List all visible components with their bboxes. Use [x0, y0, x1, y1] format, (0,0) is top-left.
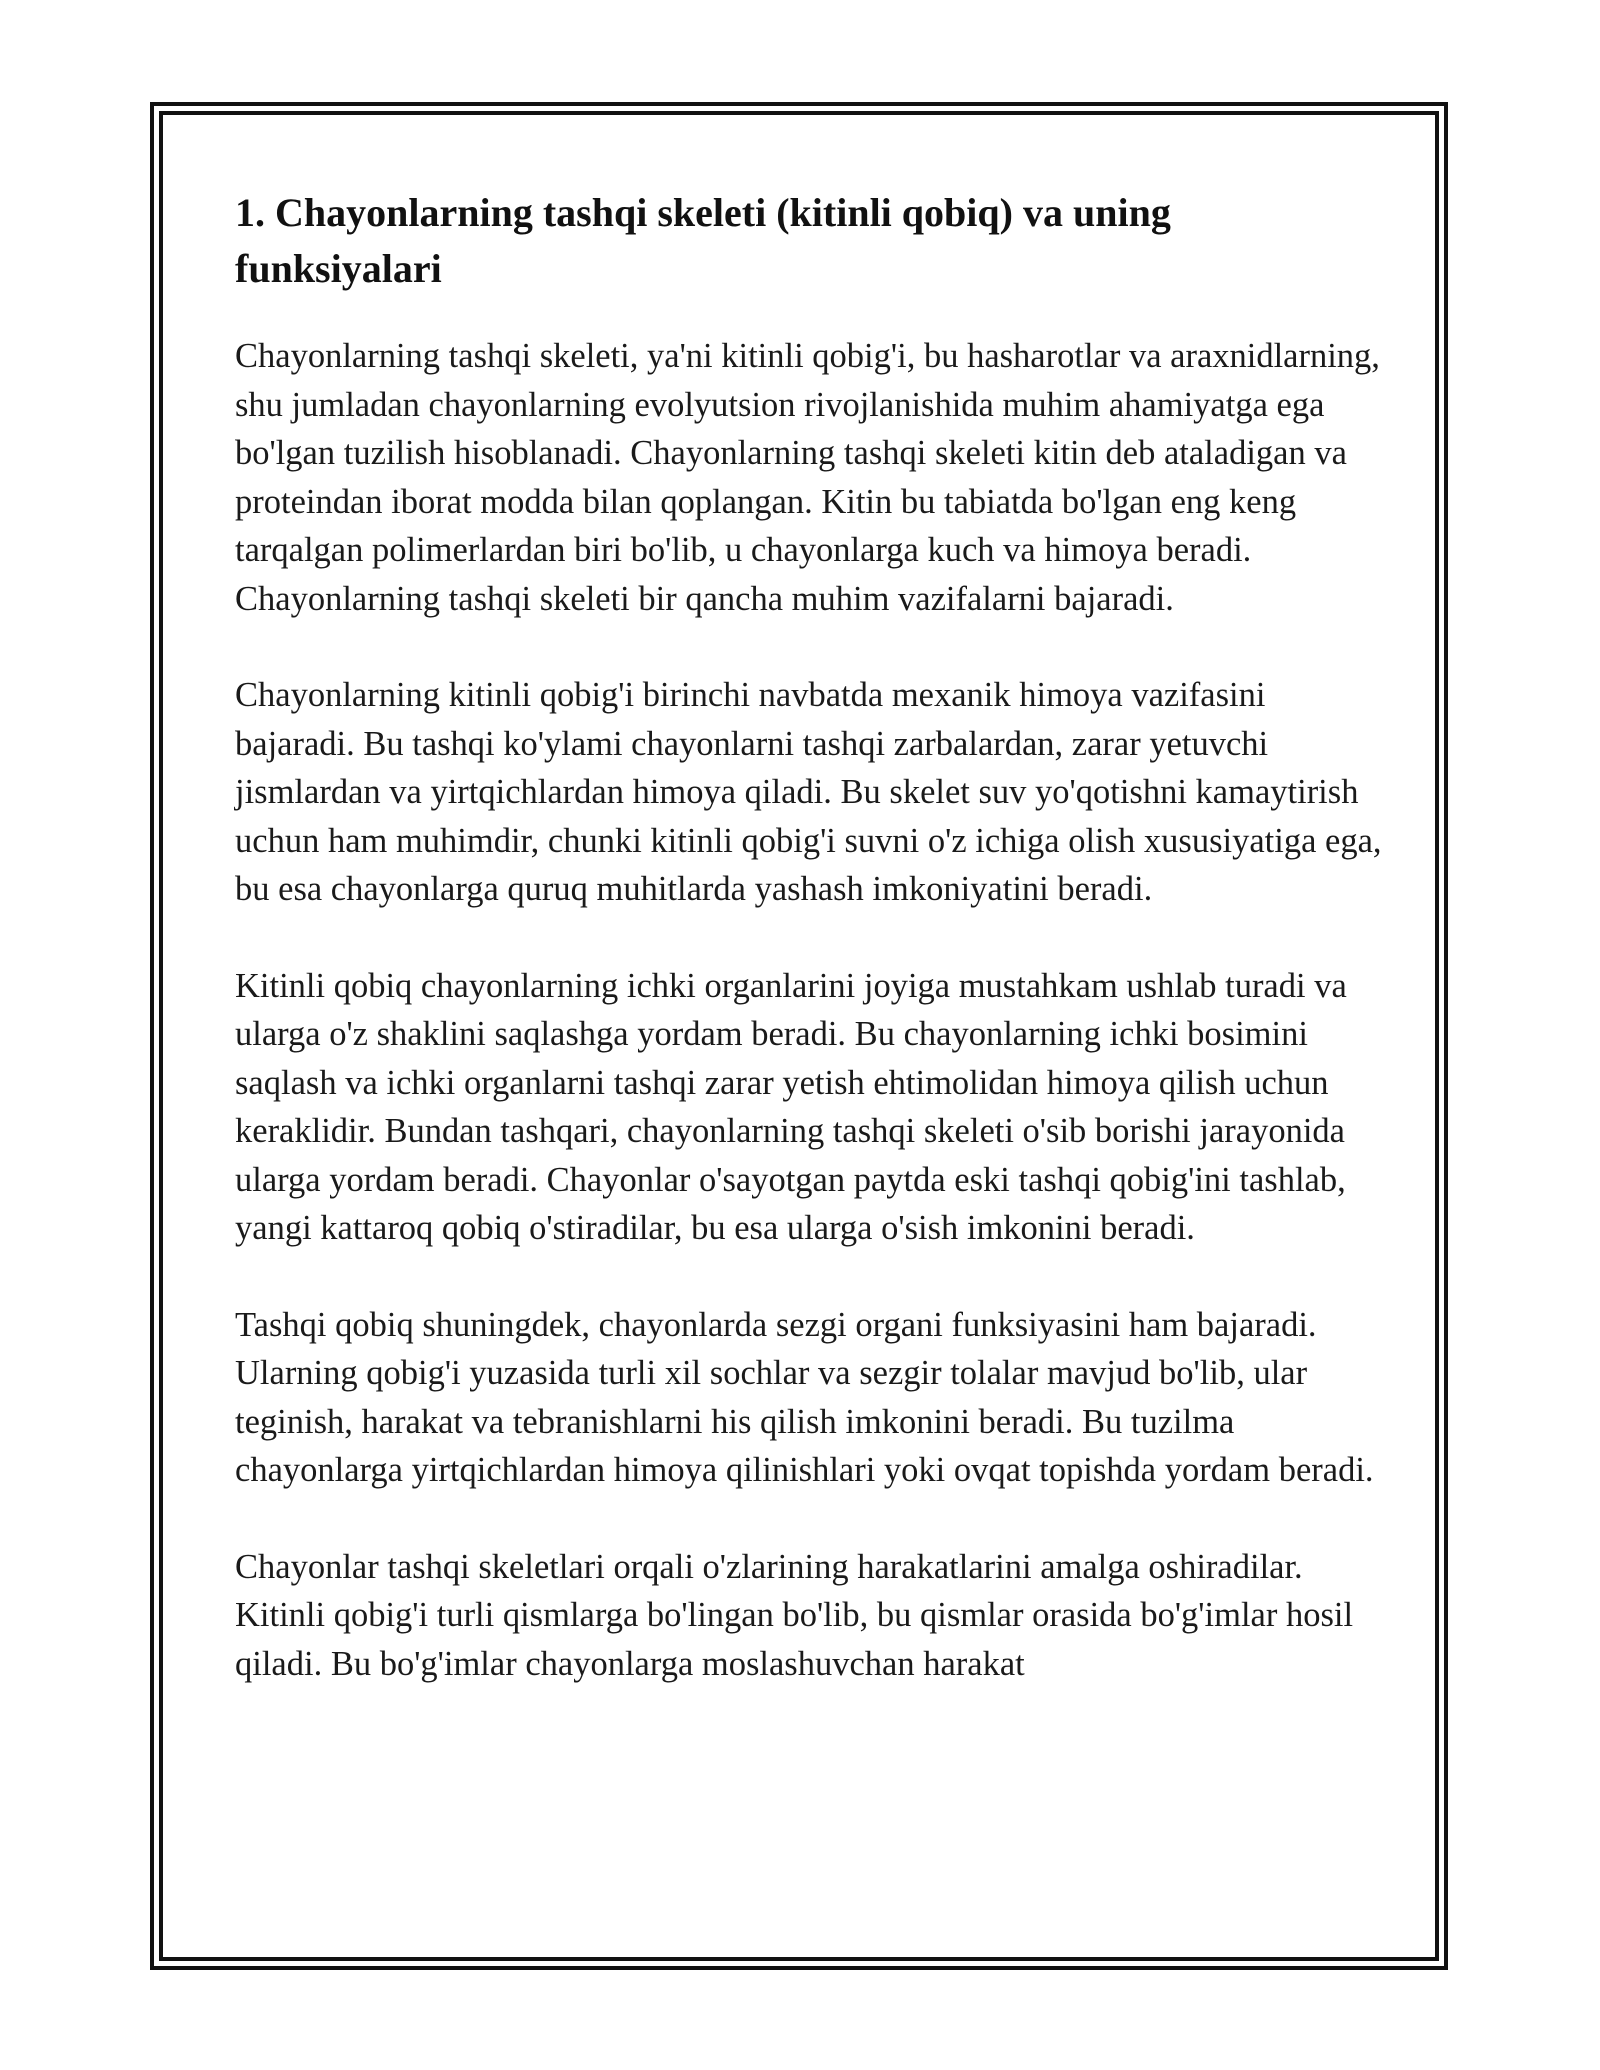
paragraph-5: Chayonlar tashqi skeletlari orqali o'zlarining harakatlarini amalga oshiradilar. Kitinli qobig'i turli qismlarga bo'lingan bo'lib, bu qismlar orasida bo'g'imlar hosil qiladi. Bu bo'g'imlar chayonlarga moslashuvchan harakat [235, 1547, 1354, 1683]
document-body [235, 185, 1385, 1736]
paragraph-2: Chayonlarning kitinli qobig'i birinchi navbatda mexanik himoya vazifasini bajaradi. Bu tashqi ko'ylami chayonlarni tashqi zarbalardan, zarar yetuvchi jismlardan va yirtqichlardan himoya qiladi. Bu skelet suv yo'qotishni kamaytirish uchun ham muhimdir, chunki kitinli qobig'i suvni o'z ichiga olish xususiyatiga ega, bu esa chayonlarga quruq muhitlarda yashash imkoniyatini beradi. [235, 676, 1382, 908]
paragraph-3: Kitinli qobiq chayonlarning ichki organlarini joyiga mustahkam ushlab turadi va ularga o'z shaklini saqlashga yordam beradi. Bu chayonlarning ichki bosimini saqlash va ichki organlarni tashqi zarar yetish ehtimolidan himoya qilish uchun keraklidir. Bundan tashqari, chayonlarning tashqi skeleti o'sib borishi jarayonida ularga yordam beradi. Chayonlar o'sayotgan paytda eski tashqi qobig'ini tashlab, yangi kattaroq qobiq o'stiradilar, bu esa ularga o'sish imkonini beradi. [235, 966, 1347, 1247]
paragraph-1: Chayonlarning tashqi skeleti, ya'ni kitinli qobig'i, bu hasharotlar va araxnidlarning, shu jumladan chayonlarning evolyutsion rivojlanishida muhim ahamiyatga ega bo'lgan tuzilish hisoblanadi. Chayonlarning tashqi skeleti kitin deb ataladigan va proteindan iborat modda bilan qoplangan. Kitin bu tabiatda bo'lgan eng keng tarqalgan polimerlardan biri bo'lib, u chayonlarga kuch va himoya beradi. Chayonlarning tashqi skeleti bir qancha muhim vazifalarni bajaradi. [235, 337, 1380, 618]
section-heading: 1. Chayonlarning tashqi skeleti (kitinli qobiq) va uning funksiyalari [235, 190, 1171, 291]
paragraph-4: Tashqi qobiq shuningdek, chayonlarda sezgi organi funksiyasini ham bajaradi. Ularning qobig'i yuzasida turli xil sochlar va sezgir tolalar mavjud bo'lib, ular teginish, harakat va tebranishlarni his qilish imkonini beradi. Bu tuzilma chayonlarga yirtqichlardan himoya qilinishlari yoki ovqat topishda yordam beradi. [235, 1305, 1374, 1489]
